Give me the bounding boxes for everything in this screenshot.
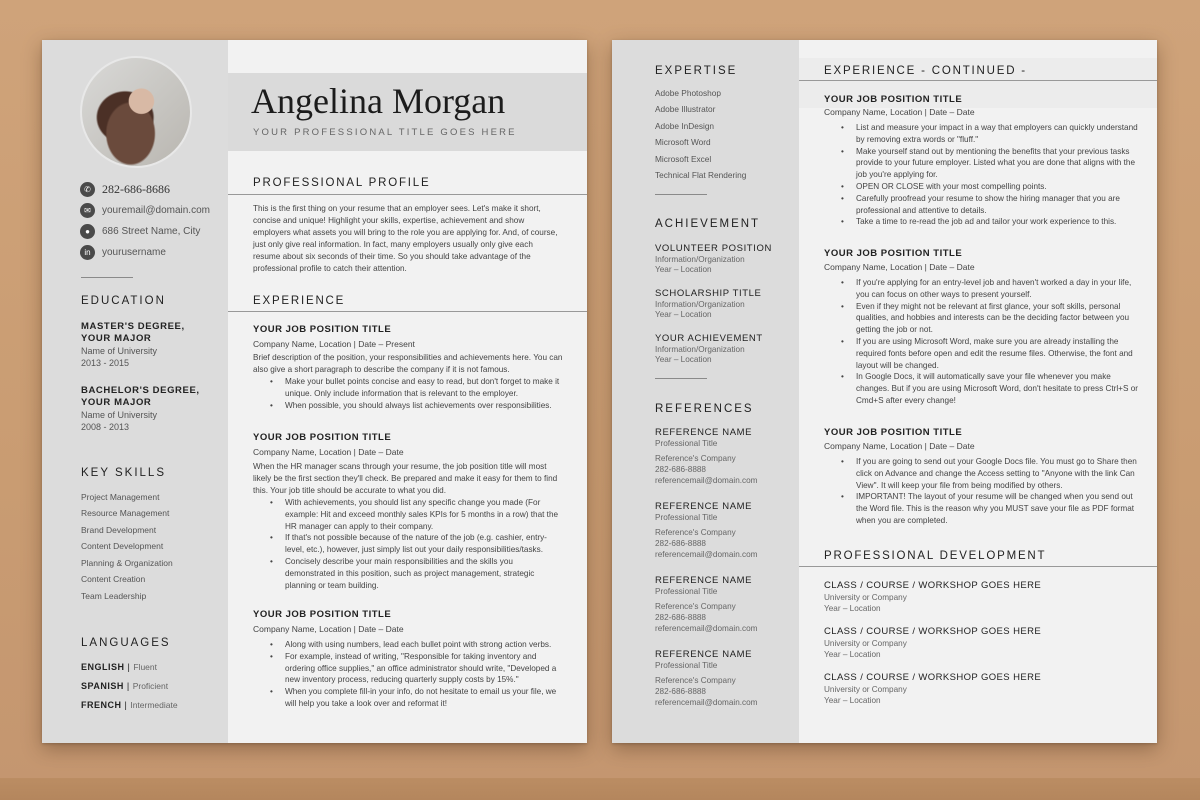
reference-company: Reference's Company [655,528,736,537]
bullet-item: • If you are using Microsoft Word, make sure you are already installing the required fonts before open and edit the resume files. Otherwise, the font and layout will be changed. [824,336,1139,371]
bullet-item: • Make yourself stand out by mentioning the benefits that your previous tasks provide to your future employer. Listed what you are done that aligns with the job you're applying for. [824,146,1139,181]
course-org: University or Company [824,593,907,602]
achievement-year: Year – Location [655,265,712,274]
job-title: YOUR JOB POSITION TITLE [253,324,392,335]
bullet-item: • IMPORTANT! The layout of your resume will be changed when you send out the Word file. This is the reason why you MUST save your file as PDF format when you are completed. [824,491,1139,526]
reference-phone: 282-686-8888 [655,465,706,474]
reference-name: REFERENCE NAME [655,427,753,438]
language-name: SPANISH [81,681,124,691]
section-rule [228,194,587,195]
languages-heading: LANGUAGES [81,637,171,649]
bullet-item: • If you are going to send out your Google Docs file. You must go to Share then click on Advance and change the Access setting to "Anyone with the link Can View". It will keep your file from being modified by others. [824,456,1139,491]
reference-email: referencemail@domain.com [655,698,758,707]
degree-major: YOUR MAJOR [81,397,152,408]
expertise-item: Microsoft Word [655,137,711,148]
section-rule [228,311,587,312]
reference-name: REFERENCE NAME [655,649,753,660]
job-bullets [253,497,563,591]
reference-title: Professional Title [655,513,718,522]
job-meta: Company Name, Location | Date – Date [824,107,975,117]
phone-text: 282-686-8686 [102,182,170,196]
course-year: Year – Location [824,696,881,705]
skill-item: Team Leadership [81,591,147,601]
degree-major: YOUR MAJOR [81,333,152,344]
job-title: YOUR JOB POSITION TITLE [824,94,963,105]
reference-name: REFERENCE NAME [655,575,753,586]
bullet-item: • With achievements, you should list any specific change you made (For example: Hit and exceed monthly sales KPIs for 5 months in a row) that the HR manager can apply to their company. [253,497,563,532]
profile-text: This is the first thing on your resume that an employer sees. Let's make it short, concise and unique! Highlight your skills, expertise, achievement and show employers what assets you will bring to the role you are applying for. And, of course, just only give real information. In fact, many employers usually only give each resume about six seconds of their time. So you should take advantage of the professional profile to catch their attention. [253,204,558,273]
bullet-item: • Take a time to re-read the job ad and tailor your work experience to this. [824,216,1139,228]
professional-title: YOUR PROFESSIONAL TITLE GOES HERE [253,127,517,138]
reference-phone: 282-686-8888 [655,613,706,622]
linkedin-icon: in [80,245,95,260]
location-icon: ● [80,224,95,239]
language-level: Intermediate [130,700,178,710]
job-bullets [253,376,563,411]
resume-page-2 [612,40,1157,743]
job-meta: Company Name, Location | Date – Date [253,447,404,457]
reference-company: Reference's Company [655,602,736,611]
job-bullets [824,456,1139,527]
skill-item: Planning & Organization [81,558,173,568]
bullet-item: • When possible, you should always list achievements over responsibilities. [253,400,563,412]
achievement-org: Information/Organization [655,255,745,264]
skill-item: Content Creation [81,574,146,584]
reference-phone: 282-686-8888 [655,687,706,696]
bullet-item: • When you complete fill-in your info, do not hesitate to email us your file, we will help you take a look over and reformat it! [253,686,563,710]
expertise-item: Adobe Illustrator [655,104,716,115]
achievement-year: Year – Location [655,355,712,364]
username-text: yourusername [102,247,166,258]
course-org: University or Company [824,639,907,648]
job-meta: Company Name, Location | Date – Date [824,262,975,272]
contact-phone [80,182,230,197]
language-level: Proficient [132,681,169,691]
address-text: 686 Street Name, City [102,226,201,237]
reference-company: Reference's Company [655,676,736,685]
course-title: CLASS / COURSE / WORKSHOP GOES HERE [824,580,1042,591]
profile-heading: PROFESSIONAL PROFILE [253,177,431,189]
course-year: Year – Location [824,650,881,659]
course-year: Year – Location [824,604,881,613]
job-bullets [824,277,1139,407]
language-level: Fluent [133,662,157,672]
contact-username [80,245,230,260]
course-org: University or Company [824,685,907,694]
table-edge [0,778,1200,800]
job-description: Brief description of the position, your responsibilities and achievements here. You can also give a short paragraph to describe the company if it is not famous. [253,353,563,374]
job-description: When the HR manager scans through your resume, the job position title will most likely be the first section they'll check. Be prepared and make it easy for them to find this. Your job title should be accurate to what you did. [253,462,558,495]
phone-icon: ✆ [80,182,95,197]
bullet-item: • List and measure your impact in a way that employers can quickly understand by removing extra words or "fluff." [824,122,1139,146]
reference-name: REFERENCE NAME [655,501,753,512]
bullet-item: • Carefully proofread your resume to show the hiring manager that you are professional and attentive to details. [824,193,1139,217]
job-meta: Company Name, Location | Date – Date [824,441,975,451]
achievement-title: VOLUNTEER POSITION [655,243,772,254]
reference-email: referencemail@domain.com [655,476,758,485]
contact-email [80,203,230,218]
profile-photo [80,56,192,168]
job-title: YOUR JOB POSITION TITLE [824,427,963,438]
development-heading: PROFESSIONAL DEVELOPMENT [824,550,1047,562]
education-heading: EDUCATION [81,295,166,307]
skill-item: Resource Management [81,508,170,518]
candidate-name: Angelina Morgan [251,81,506,121]
experience-heading: EXPERIENCE [253,295,346,307]
experience-continued-heading: EXPERIENCE - CONTINUED - [824,65,1027,77]
section-rule [799,566,1157,567]
expertise-item: Technical Flat Rendering [655,170,747,181]
degree-school: Name of University [81,410,158,420]
expertise-item: Microsoft Excel [655,153,712,164]
skills-heading: KEY SKILLS [81,467,166,479]
skill-item: Content Development [81,541,164,551]
achievement-year: Year – Location [655,310,712,319]
reference-title: Professional Title [655,587,718,596]
language-item: SPANISH | Proficient [81,681,169,691]
expertise-item: Adobe InDesign [655,120,715,131]
course-title: CLASS / COURSE / WORKSHOP GOES HERE [824,626,1042,637]
job-title: YOUR JOB POSITION TITLE [824,248,963,259]
reference-company: Reference's Company [655,454,736,463]
email-text: youremail@domain.com [102,205,210,216]
bullet-item: • If you're applying for an entry-level job and haven't worked a day in your life, you can focus on other ways to present yourself. [824,277,1139,301]
job-meta: Company Name, Location | Date – Date [253,624,404,634]
language-name: ENGLISH [81,662,125,672]
degree-line: BACHELOR'S DEGREE, [81,385,200,396]
job-bullets [824,122,1139,228]
achievement-org: Information/Organization [655,300,745,309]
job-title: YOUR JOB POSITION TITLE [253,432,392,443]
expertise-list [655,85,746,183]
course-title: CLASS / COURSE / WORKSHOP GOES HERE [824,672,1042,683]
reference-title: Professional Title [655,661,718,670]
bullet-item: • Concisely describe your main responsibilities and the skills you demonstrated in this position, such as project management, strategic planning or team building. [253,556,563,591]
skill-item: Brand Development [81,525,157,535]
sidebar-divider [655,194,707,195]
degree-school: Name of University [81,346,158,356]
email-icon: ✉ [80,203,95,218]
bullet-item: • OPEN OR CLOSE with your most compelling points. [824,181,1139,193]
expertise-item: Adobe Photoshop [655,88,721,98]
expertise-heading: EXPERTISE [655,65,738,77]
achievement-heading: ACHIEVEMENT [655,218,761,230]
resume-page-1 [42,40,587,743]
achievement-org: Information/Organization [655,345,745,354]
bullet-item: • For example, instead of writing, "Responsible for taking inventory and ordering office supplies," an office administrator should write, "Developed a new inventory process, reducing quarterly supply costs by 15%." [253,651,563,686]
degree-line: MASTER'S DEGREE, [81,321,185,332]
reference-title: Professional Title [655,439,718,448]
bullet-item: • Make your bullet points concise and easy to read, but don't forget to make it unique. Only include information that is relevant to the employer. [253,376,563,400]
bullet-item: • Along with using numbers, lead each bullet point with strong action verbs. [253,639,563,651]
achievement-title: YOUR ACHIEVEMENT [655,333,763,344]
achievement-title: SCHOLARSHIP TITLE [655,288,762,299]
section-rule [799,80,1157,81]
reference-email: referencemail@domain.com [655,624,758,633]
reference-email: referencemail@domain.com [655,550,758,559]
contact-address [80,224,230,239]
sidebar-divider [81,277,133,278]
references-heading: REFERENCES [655,403,754,415]
bullet-item: • If that's not possible because of the nature of the job (e.g. cashier, entry-level, etc.), however, just simply list out your daily responsibilities/tasks. [253,532,563,556]
bullet-item: • Even if they might not be relevant at first glance, your soft skills, personal qualities, and hobbies and interests can be the deciding factor between you getting the job or not. [824,301,1139,336]
degree-years: 2013 - 2015 [81,358,130,368]
skill-item: Project Management [81,492,160,502]
language-item: ENGLISH | Fluent [81,662,157,672]
language-item: FRENCH | Intermediate [81,700,178,710]
sidebar-divider [655,378,707,379]
bullet-item: • In Google Docs, it will automatically save your file whenever you make changes. But if you are using Microsoft Word, don't hesitate to press Ctrl+S or Cmd+S after every change! [824,371,1139,406]
job-meta: Company Name, Location | Date – Present [253,339,415,349]
job-bullets [253,639,563,710]
degree-years: 2008 - 2013 [81,422,130,432]
job-title: YOUR JOB POSITION TITLE [253,609,392,620]
reference-phone: 282-686-8888 [655,539,706,548]
language-name: FRENCH [81,700,122,710]
